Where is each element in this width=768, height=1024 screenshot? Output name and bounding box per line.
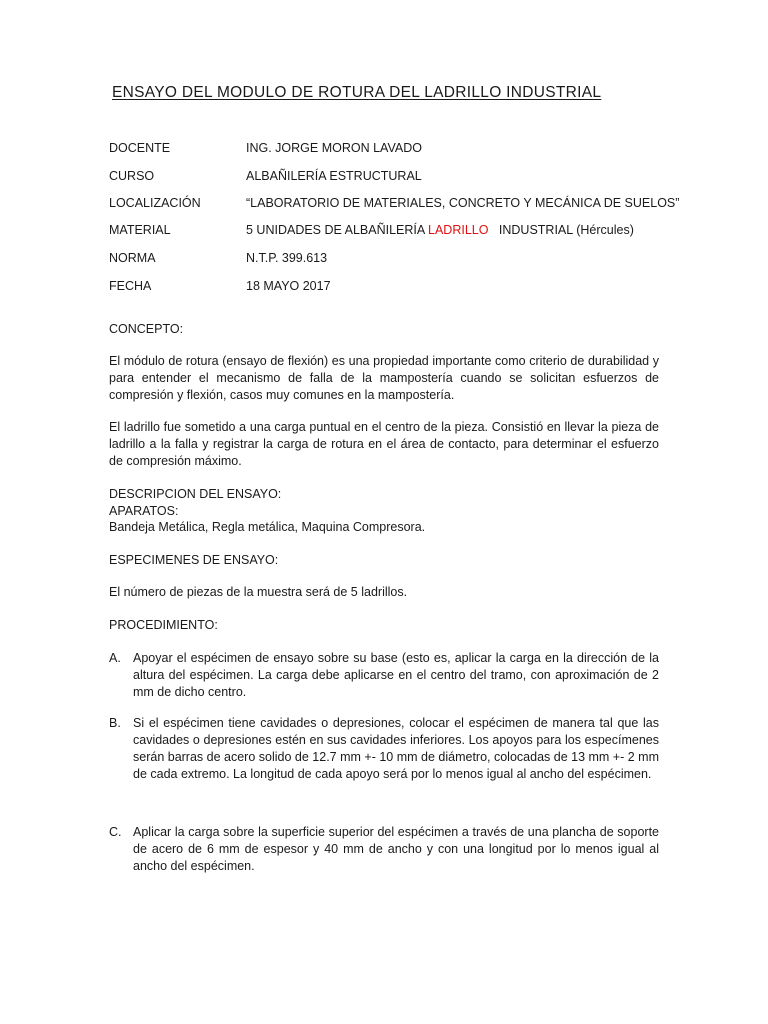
info-value: N.T.P. 399.613 [246, 251, 328, 265]
info-label: CURSO [109, 169, 155, 183]
material-highlight: LADRILLO [428, 223, 489, 237]
aparatos-text: Bandeja Metálica, Regla metálica, Maquina Compresora. [109, 520, 426, 534]
info-label: LOCALIZACIÓN [109, 196, 201, 210]
concepto-heading: CONCEPTO: [109, 322, 184, 336]
concepto-paragraph-1: El módulo de rotura (ensayo de flexión) es una propiedad importante como criterio de durabilidad y para entender el mecanismo de falla de la mampostería cuando se solicitan esfuerzos de compresión y flexión, casos muy comunes en la mampostería. [109, 354, 659, 402]
info-label: FECHA [109, 279, 152, 293]
aparatos-heading: APARATOS: [109, 504, 179, 518]
list-item-text: Aplicar la carga sobre la superficie superior del espécimen a través de una plancha de soporte de acero de 6 mm de espesor y 40 mm de ancho y con una longitud por lo menos igual al ancho del espécimen. [133, 825, 659, 873]
concepto-paragraph-2: El ladrillo fue sometido a una carga puntual en el centro de la pieza. Consistió en llevar la pieza de ladrillo a la falla y registrar la carga de rotura en el área de contacto, para determinar el esfuerzo de compresión máximo. [109, 420, 659, 468]
material-text-post: INDUSTRIAL (Hércules) [488, 223, 634, 237]
material-text: 5 UNIDADES DE ALBAÑILERÍA [246, 223, 429, 237]
info-value: 18 MAYO 2017 [246, 279, 331, 293]
info-value: ALBAÑILERÍA ESTRUCTURAL [246, 169, 422, 183]
procedimiento-heading: PROCEDIMIENTO: [109, 618, 218, 632]
info-label: MATERIAL [109, 223, 171, 237]
descripcion-heading: DESCRIPCION DEL ENSAYO: [109, 487, 282, 501]
info-label: NORMA [109, 251, 156, 265]
list-item-text: Apoyar el espécimen de ensayo sobre su base (esto es, aplicar la carga en la dirección de la altura del espécimen. La carga debe aplicarse en el centro del tramo, con aproximación de 2 mm de dicho centro. [133, 651, 659, 699]
info-value: ING. JORGE MORON LAVADO [246, 141, 422, 155]
document-title: ENSAYO DEL MODULO DE ROTURA DEL LADRILLO INDUSTRIAL [112, 84, 602, 101]
especimenes-text: El número de piezas de la muestra será de 5 ladrillos. [109, 585, 408, 599]
list-item-text: Si el espécimen tiene cavidades o depresiones, colocar el espécimen de manera tal que las cavidades o depresiones estén en sus cavidades inferiores. Los apoyos para los especímenes serán barras de acero solido de 12.7 mm +- 10 mm de diámetro, colocadas de 13 mm +- 2 mm de cada extremo. La longitud de cada apoyo será por lo menos igual al ancho del espécimen. [133, 716, 659, 781]
procedure-step-c [109, 824, 659, 875]
info-label: DOCENTE [109, 141, 171, 155]
info-value [246, 223, 634, 237]
list-marker: C. [109, 825, 122, 839]
list-marker: A. [109, 651, 121, 665]
especimenes-heading: ESPECIMENES DE ENSAYO: [109, 553, 279, 567]
procedure-step-a [109, 650, 659, 701]
info-value: “LABORATORIO DE MATERIALES, CONCRETO Y MECÁNICA DE SUELOS” [246, 196, 680, 210]
list-marker: B. [109, 716, 121, 730]
procedure-step-b [109, 715, 659, 783]
